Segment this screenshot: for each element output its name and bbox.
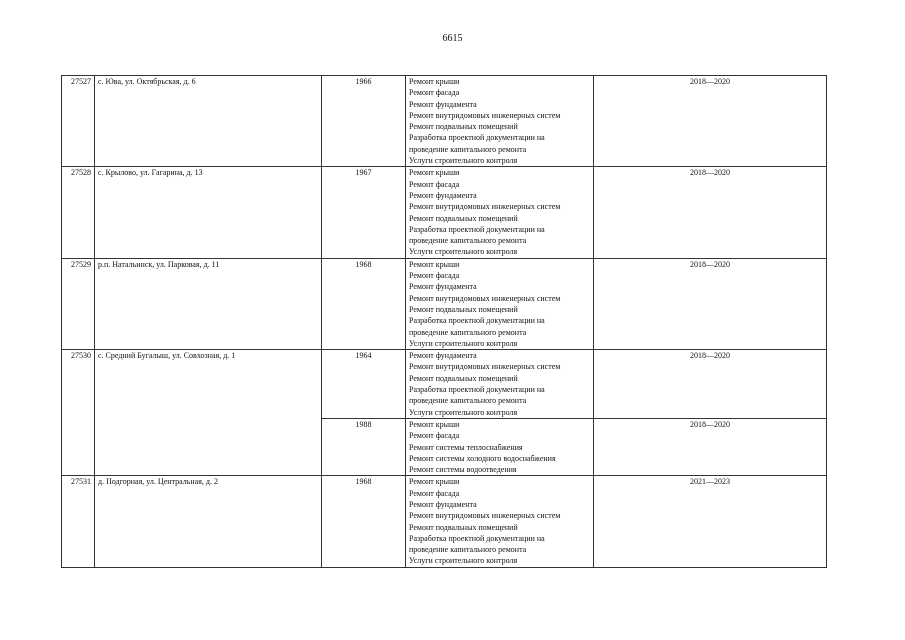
address-cell: д. Подгорная, ул. Центральная, д. 2 xyxy=(95,476,322,567)
work-item: Ремонт внутридомовых инженерных систем xyxy=(409,511,561,521)
work-item: Ремонт системы теплоснабжения xyxy=(409,442,523,452)
table-row xyxy=(62,76,827,167)
year-built-cell: 1967 xyxy=(322,167,406,258)
record-number-cell: 27529 xyxy=(62,258,95,349)
work-item: проведение капитального ремонта xyxy=(409,545,527,555)
work-item: Услуги строительного контроля xyxy=(409,556,518,566)
work-item: Ремонт фасада xyxy=(409,431,460,441)
work-item: проведение капитального ремонта xyxy=(409,236,527,246)
work-item: Ремонт системы холодного водоснабжения xyxy=(409,453,556,463)
work-item: Ремонт крыши xyxy=(409,259,460,269)
work-item: Ремонт внутридомовых инженерных систем xyxy=(409,293,561,303)
record-number-cell: 27531 xyxy=(62,476,95,567)
work-item: Ремонт крыши xyxy=(409,477,460,487)
work-item: проведение капитального ремонта xyxy=(409,327,527,337)
work-item: Ремонт внутридомовых инженерных систем xyxy=(409,110,561,120)
period-cell: 2021—2023 xyxy=(594,476,827,567)
work-item: Ремонт фундамента xyxy=(409,351,477,361)
work-item: Услуги строительного контроля xyxy=(409,338,518,348)
work-item: Ремонт подвальных помещений xyxy=(409,213,518,223)
work-item: Разработка проектной документации на xyxy=(409,533,545,543)
works-list-cell xyxy=(406,418,594,475)
work-item: Ремонт внутридомовых инженерных систем xyxy=(409,202,561,212)
period-cell: 2018—2020 xyxy=(594,167,827,258)
year-built-cell: 1968 xyxy=(322,476,406,567)
registry-table xyxy=(61,75,827,568)
work-item: Ремонт крыши xyxy=(409,419,460,429)
address-cell: с. Юва, ул. Октябрьская, д. 6 xyxy=(95,76,322,167)
work-item: Ремонт подвальных помещений xyxy=(409,522,518,532)
work-item: проведение капитального ремонта xyxy=(409,144,527,154)
work-item: Ремонт фундамента xyxy=(409,190,477,200)
work-item: Ремонт внутридомовых инженерных систем xyxy=(409,362,561,372)
work-item: Услуги строительного контроля xyxy=(409,156,518,166)
table-row xyxy=(62,167,827,258)
address-cell: с. Крылово, ул. Гагарина, д. 13 xyxy=(95,167,322,258)
work-item: Ремонт фундамента xyxy=(409,99,477,109)
work-item: Ремонт крыши xyxy=(409,77,460,86)
work-item: проведение капитального ремонта xyxy=(409,396,527,406)
period-cell: 2018—2020 xyxy=(594,418,827,475)
record-number-cell: 27528 xyxy=(62,167,95,258)
work-item: Ремонт подвальных помещений xyxy=(409,373,518,383)
address-cell: с. Средний Бугалыш, ул. Совхозная, д. 1 xyxy=(95,350,322,476)
registry-table-body xyxy=(62,76,827,568)
period-cell: 2018—2020 xyxy=(594,258,827,349)
year-built-cell: 1988 xyxy=(322,418,406,475)
work-item: Разработка проектной документации на xyxy=(409,133,545,143)
works-list-cell xyxy=(406,476,594,567)
record-number-cell: 27527 xyxy=(62,76,95,167)
works-list-cell xyxy=(406,167,594,258)
table-row xyxy=(62,476,827,567)
record-number-cell: 27530 xyxy=(62,350,95,476)
work-item: Ремонт фундамента xyxy=(409,499,477,509)
work-item: Разработка проектной документации на xyxy=(409,385,545,395)
work-item: Разработка проектной документации на xyxy=(409,316,545,326)
year-built-cell: 1966 xyxy=(322,76,406,167)
year-built-cell: 1964 xyxy=(322,350,406,419)
year-built-cell: 1968 xyxy=(322,258,406,349)
work-item: Ремонт фундамента xyxy=(409,282,477,292)
table-row xyxy=(62,258,827,349)
table-row xyxy=(62,350,827,419)
work-item: Разработка проектной документации на xyxy=(409,224,545,234)
period-cell: 2018—2020 xyxy=(594,76,827,167)
works-list-cell xyxy=(406,350,594,419)
work-item: Ремонт фасада xyxy=(409,179,460,189)
work-item: Услуги строительного контроля xyxy=(409,247,518,257)
works-list-cell xyxy=(406,258,594,349)
work-item: Ремонт фасада xyxy=(409,88,460,98)
period-cell: 2018—2020 xyxy=(594,350,827,419)
work-item: Ремонт фасада xyxy=(409,488,460,498)
work-item: Ремонт крыши xyxy=(409,168,460,178)
work-item: Услуги строительного контроля xyxy=(409,407,518,417)
work-item: Ремонт подвальных помещений xyxy=(409,122,518,132)
works-list-cell xyxy=(406,76,594,167)
work-item: Ремонт фасада xyxy=(409,271,460,281)
work-item: Ремонт подвальных помещений xyxy=(409,304,518,314)
page-number: 6615 xyxy=(442,33,463,44)
address-cell: р.п. Натальинск, ул. Парковая, д. 11 xyxy=(95,258,322,349)
work-item: Ремонт системы водоотведения xyxy=(409,465,517,475)
